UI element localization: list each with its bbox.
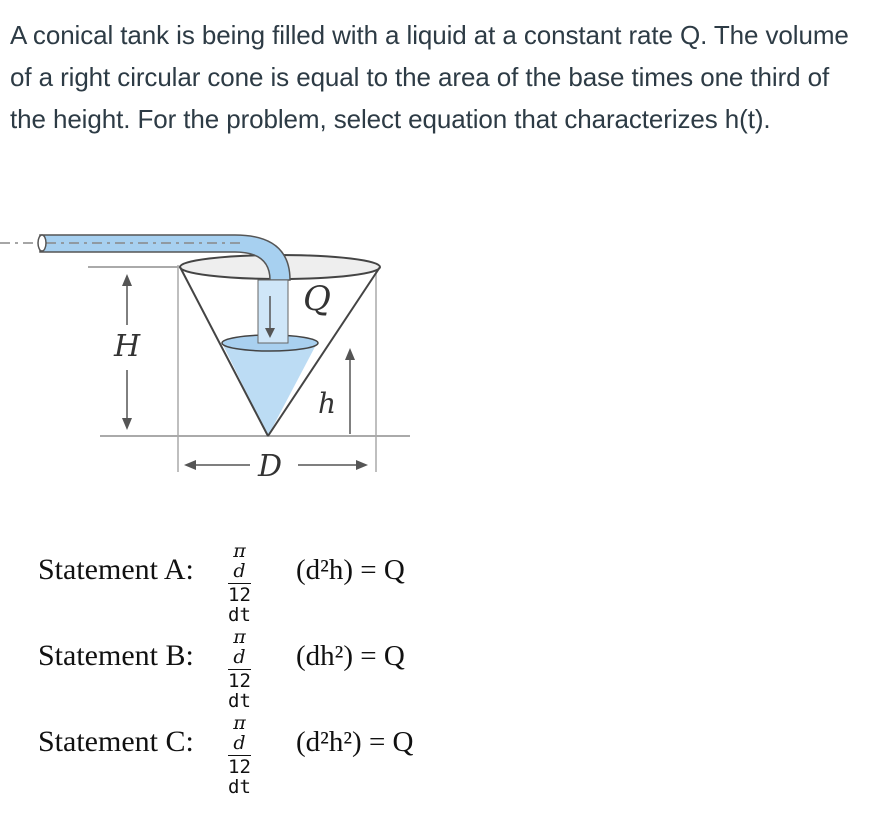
h-liquid-arrow-head	[345, 348, 355, 360]
statement-a-denominator: 12 dt	[228, 584, 251, 626]
statement-c-expression: (d²h²) = Q	[296, 726, 414, 758]
statement-c-numerator: π d	[233, 712, 246, 754]
label-D: D	[258, 449, 283, 484]
statement-c-fraction	[228, 713, 251, 797]
statement-b-fraction	[228, 627, 251, 711]
statement-a-label: Statement A:	[38, 553, 194, 586]
statement-a-fraction	[228, 541, 251, 625]
h-total-arrow-top	[122, 274, 132, 286]
label-h: h	[318, 387, 337, 420]
statement-a-expression: (d²h) = Q	[296, 554, 405, 586]
d-arrow-left	[184, 460, 196, 470]
label-H: H	[114, 329, 141, 364]
h-total-arrow-bottom	[122, 418, 132, 430]
pipe-end	[38, 235, 46, 251]
statement-b-expression: (dh²) = Q	[296, 640, 405, 672]
problem-text: A conical tank is being filled with a liquid at a constant rate Q. The volume of a right circular cone is equal to the area of the base times one third of the height. For the problem, select equation that characterizes h(t).	[10, 20, 849, 134]
label-Q: Q	[303, 279, 331, 319]
statement-b-label: Statement B:	[38, 639, 194, 672]
statement-b-denominator: 12 dt	[228, 670, 251, 712]
conical-tank-figure	[0, 210, 430, 500]
liquid-fill	[222, 343, 317, 436]
statement-b-numerator: π d	[233, 626, 246, 668]
falling-stream	[258, 280, 288, 343]
statement-a-numerator: π d	[233, 540, 246, 582]
d-arrow-right	[356, 460, 368, 470]
statement-c-label: Statement C:	[38, 725, 194, 758]
statement-c-denominator: 12 dt	[228, 756, 251, 798]
